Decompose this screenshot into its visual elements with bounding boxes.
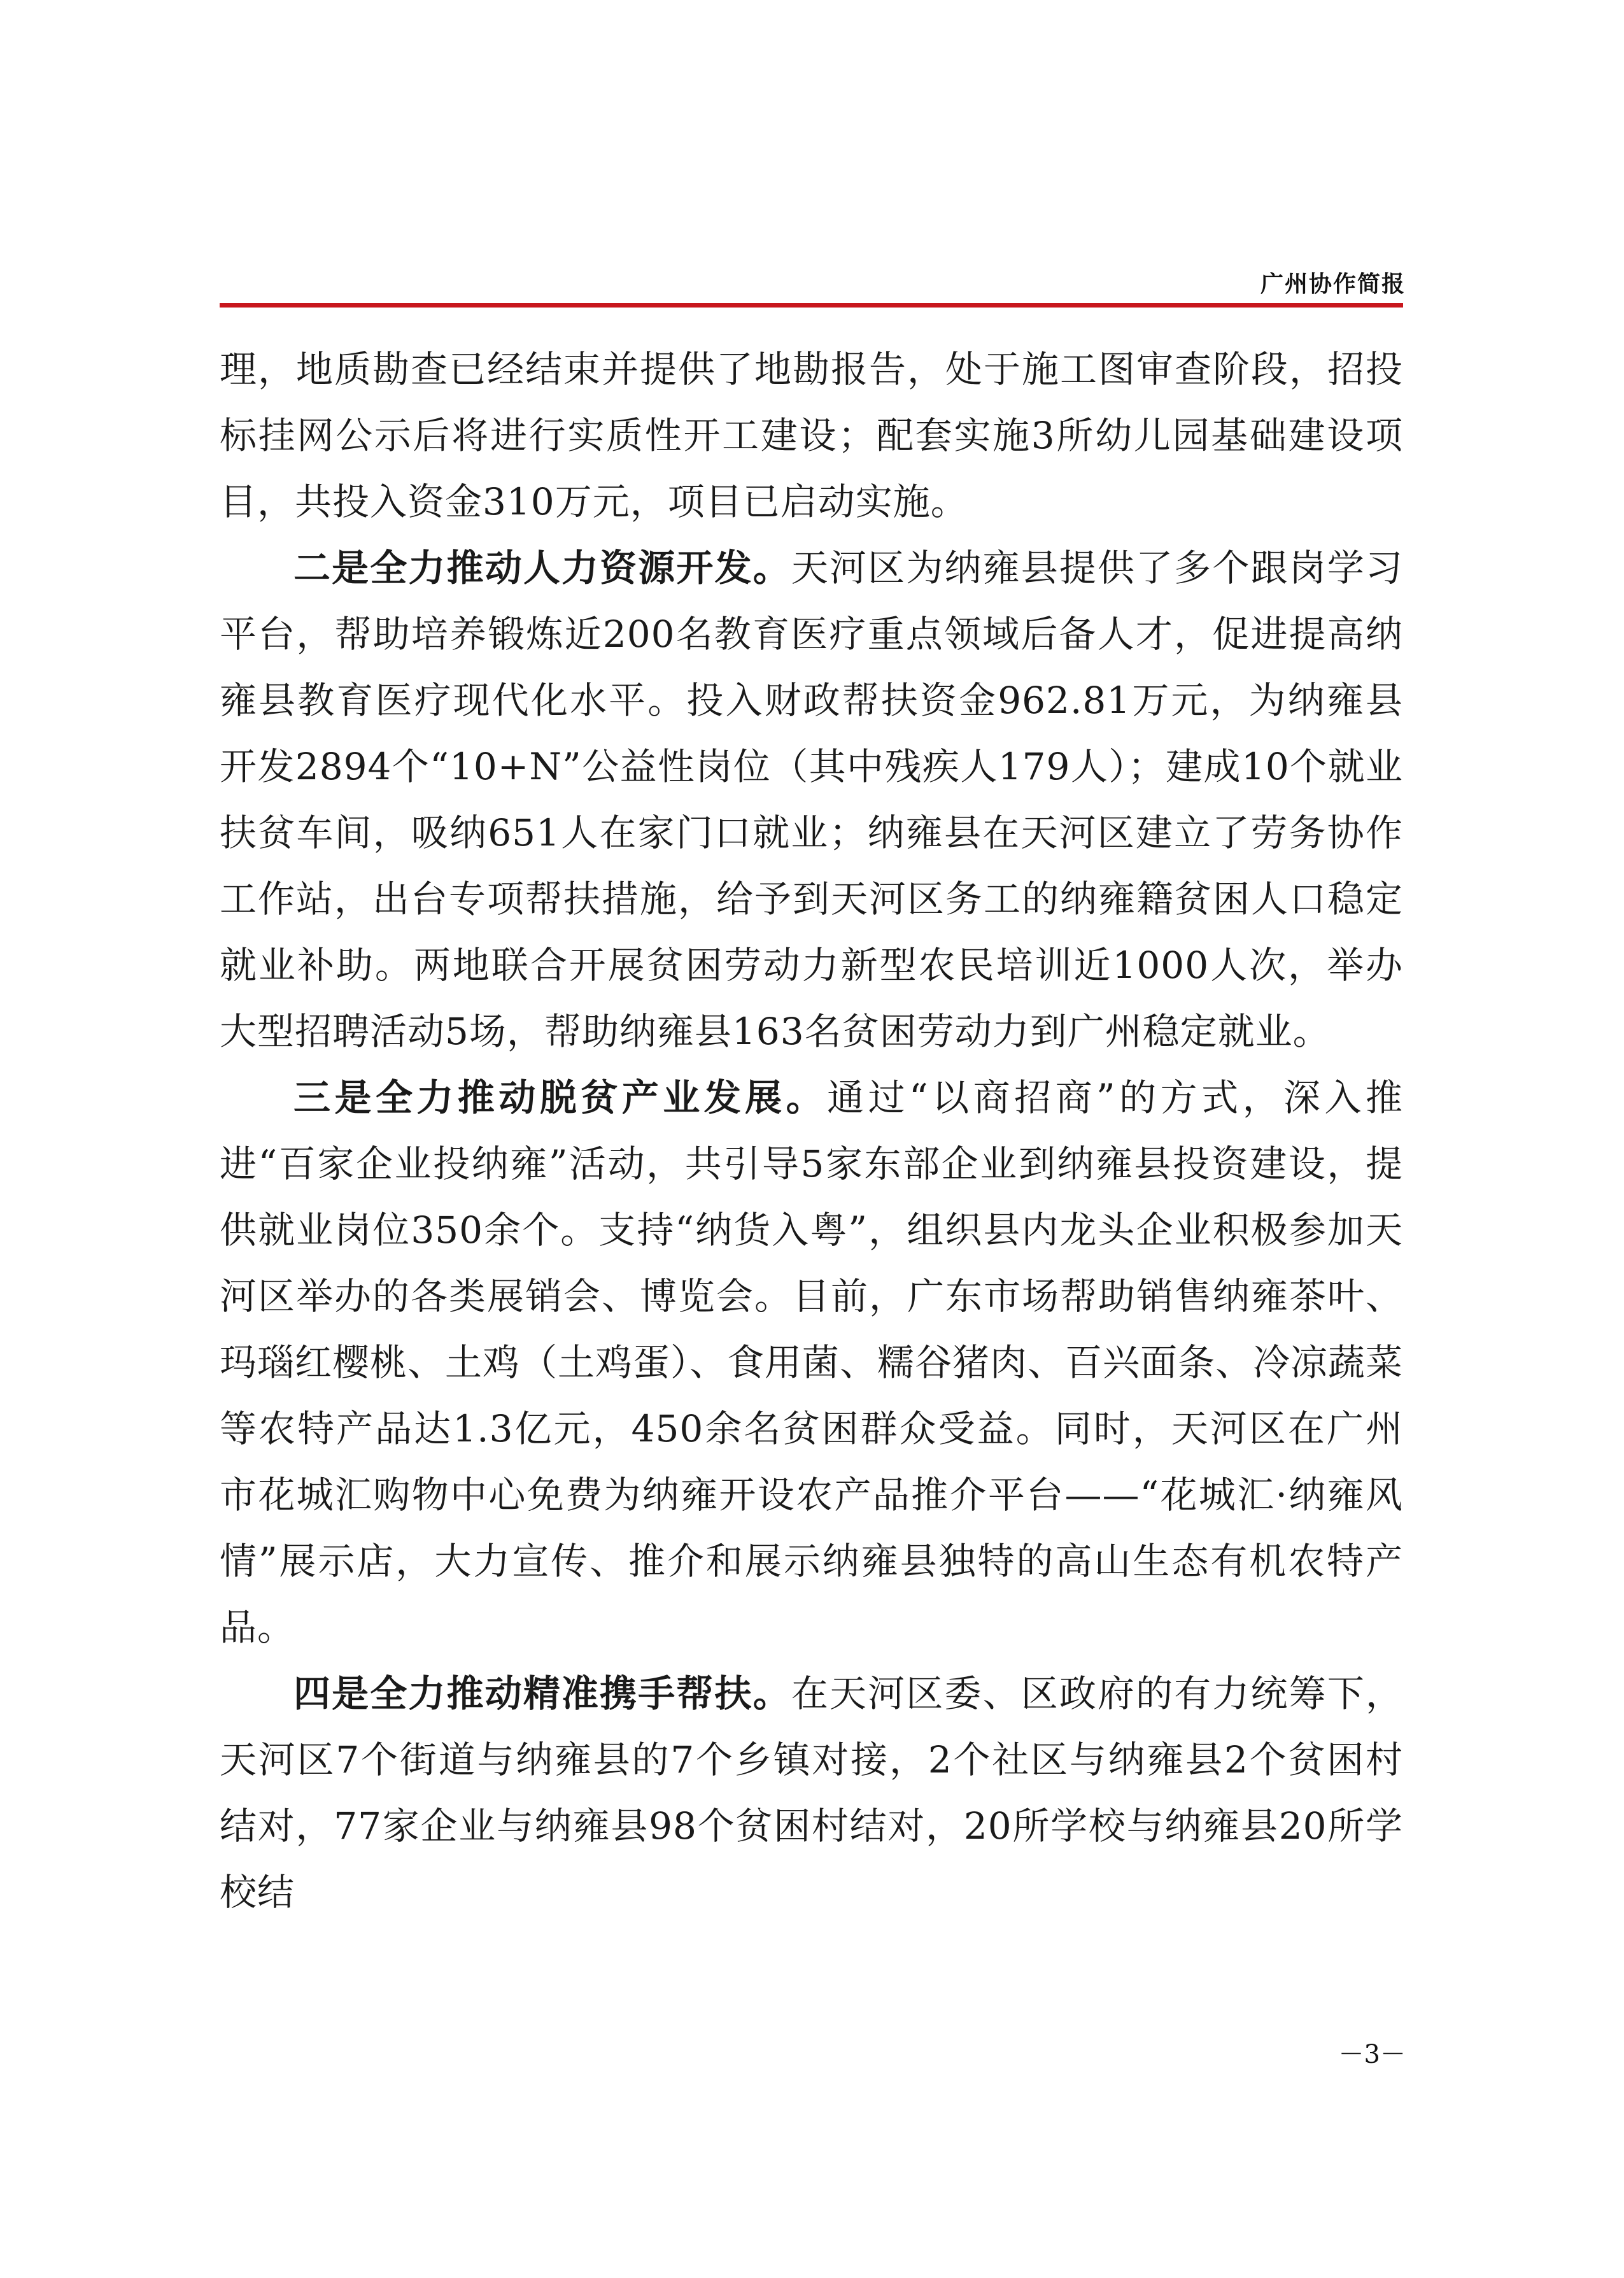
paragraph-text: 通过“以商招商”的方式，深入推进“百家企业投纳雍”活动，共引导5家东部企业到纳雍县投资建设，提供就业岗位350余个。支持“纳货入粤”，组织县内龙头企业积极参加天河区举办的各类展销会、博览会。目前，广东市场帮助销售纳雍茶叶、玛瑙红樱桃、土鸡（土鸡蛋）、食用菌、糯谷猪肉、百兴面条、冷凉蔬菜等农特产品达1.3亿元，450余名贫困群众受益。同时，天河区在广州市花城汇购物中心免费为纳雍开设农产品推介平台——“花城汇·纳雍风情”展示店，大力宣传、推介和展示纳雍县独特的高山生态有机农特产品。 [220,1076,1404,1649]
paragraph-lead: 四是全力推动精准携手帮扶。 [293,1672,791,1715]
body-text [220,336,1403,1925]
page-number: －3－ [1338,2040,1406,2069]
header-title: 广州协作简报 [1260,271,1406,297]
header-red-rule [220,303,1403,308]
paragraph-human-resources [220,535,1403,1065]
paragraph-text: 天河区为纳雍县提供了多个跟岗学习平台，帮助培养锻炼近200名教育医疗重点领域后备人才，促进提高纳雍县教育医疗现代化水平。投入财政帮扶资金962.81万元，为纳雍县开发2894个“10+N”公益性岗位（其中残疾人179人）；建成10个就业扶贫车间，吸纳651人在家门口就业；纳雍县在天河区建立了劳务协作工作站，出台专项帮扶措施，给予到天河区务工的纳雍籍贫困人口稳定就业补助。两地联合开展贫困劳动力新型农民培训近1000人次，举办大型招聘活动5场，帮助纳雍县163名贫困劳动力到广州稳定就业。 [220,546,1403,1053]
paragraph-text: 理，地质勘查已经结束并提供了地勘报告，处于施工图审查阶段，招投标挂网公示后将进行实质性开工建设；配套实施3所幼儿园基础建设项目，共投入资金310万元，项目已启动实施。 [220,348,1403,523]
paragraph-industry-development [220,1065,1403,1660]
paragraph-targeted-assistance [220,1660,1403,1925]
paragraph-text: 在天河区委、区政府的有力统筹下，天河区7个街道与纳雍县的7个乡镇对接，2个社区与纳雍县2个贫困村结对，77家企业与纳雍县98个贫困村结对，20所学校与纳雍县20所学校结 [220,1672,1403,1914]
paragraph-lead: 二是全力推动人力资源开发。 [293,546,791,590]
paragraph-lead: 三是全力推动脱贫产业发展。 [293,1076,828,1119]
paragraph-continuation [220,336,1403,535]
